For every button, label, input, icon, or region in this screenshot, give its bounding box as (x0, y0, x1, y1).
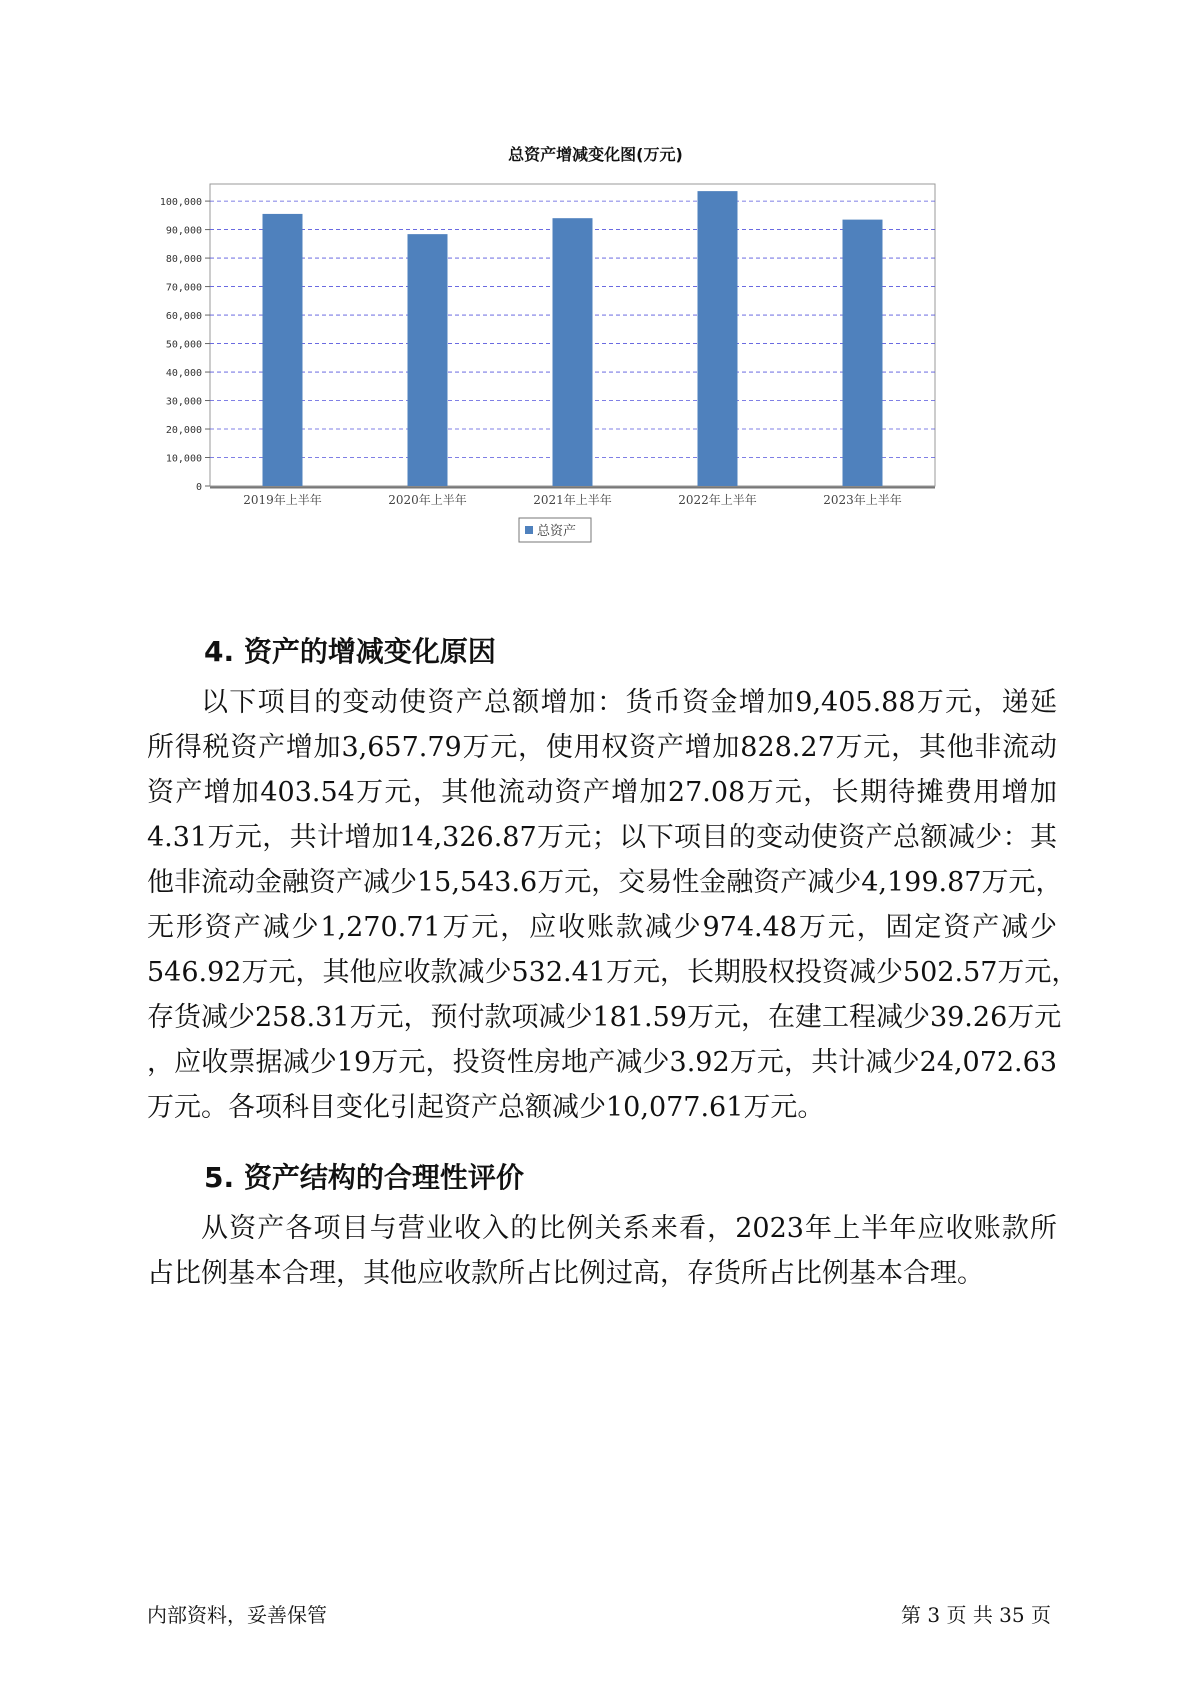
paragraph-line: 4.31万元，共计增加14,326.87万元；以下项目的变动使资产总额减少：其 (147, 822, 1057, 853)
y-tick-label: 80,000 (165, 254, 202, 266)
paragraph-line: 546.92万元，其他应收款减少532.41万元，长期股权投资减少502.57万元， (147, 957, 1079, 988)
paragraph-line: 他非流动金融资产减少15,543.6万元，交易性金融资产减少4,199.87万元， (147, 867, 1063, 898)
bar (698, 191, 738, 486)
paragraph-line: 资产增加403.54万元，其他流动资产增加27.08万元，长期待摊费用增加 (147, 777, 1057, 808)
y-tick-label: 40,000 (165, 368, 202, 380)
x-tick-label: 2021年上半年 (533, 493, 612, 507)
paragraph-line: 万元。各项科目变化引起资产总额减少10,077.61万元。 (147, 1092, 825, 1123)
chart-title: 总资产增减变化图(万元) (508, 145, 683, 164)
total-assets-bar-chart (150, 180, 950, 550)
y-tick-label: 30,000 (165, 396, 202, 408)
bar (553, 218, 593, 486)
bar (843, 220, 883, 486)
paragraph-line: 占比例基本合理，其他应收款所占比例过高，存货所占比例基本合理。 (147, 1258, 984, 1289)
paragraph-line: ，应收票据减少19万元，投资性房地产减少3.92万元，共计减少24,072.63 (147, 1047, 1057, 1078)
bar (408, 234, 448, 486)
section-4-heading: 4. 资产的增减变化原因 (204, 635, 496, 668)
y-tick-label: 20,000 (165, 425, 202, 437)
y-tick-label: 60,000 (165, 311, 202, 323)
legend-label: 总资产 (537, 524, 577, 539)
section-5-paragraph (147, 1206, 1057, 1296)
footer-confidential-note: 内部资料，妥善保管 (147, 1603, 327, 1627)
y-tick-label: 10,000 (165, 453, 202, 465)
y-tick-label: 50,000 (165, 339, 202, 351)
paragraph-line: 无形资产减少1,270.71万元，应收账款减少974.48万元，固定资产减少 (147, 912, 1057, 943)
paragraph-line: 存货减少258.31万元，预付款项减少181.59万元，在建工程减少39.26万元 (147, 1002, 1062, 1033)
section-5-heading: 5. 资产结构的合理性评价 (204, 1161, 524, 1194)
y-tick-label: 100,000 (159, 197, 202, 209)
paragraph-line: 所得税资产增加3,657.79万元，使用权资产增加828.27万元，其他非流动 (147, 732, 1057, 763)
legend-swatch (525, 526, 533, 534)
y-tick-label: 0 (195, 482, 202, 493)
x-tick-label: 2019年上半年 (243, 493, 322, 507)
paragraph-line: 从资产各项目与营业收入的比例关系来看，2023年上半年应收账款所 (201, 1213, 1057, 1244)
x-tick-label: 2022年上半年 (678, 493, 757, 507)
section-4-paragraph (147, 680, 1079, 1130)
y-tick-label: 90,000 (165, 225, 202, 237)
footer-page-number: 第 3 页 共 35 页 (901, 1603, 1051, 1627)
bar (263, 214, 303, 486)
x-tick-label: 2020年上半年 (388, 493, 467, 507)
x-tick-label: 2023年上半年 (823, 493, 902, 507)
y-tick-label: 70,000 (165, 282, 202, 294)
paragraph-line: 以下项目的变动使资产总额增加：货币资金增加9,405.88万元，递延 (201, 687, 1057, 718)
